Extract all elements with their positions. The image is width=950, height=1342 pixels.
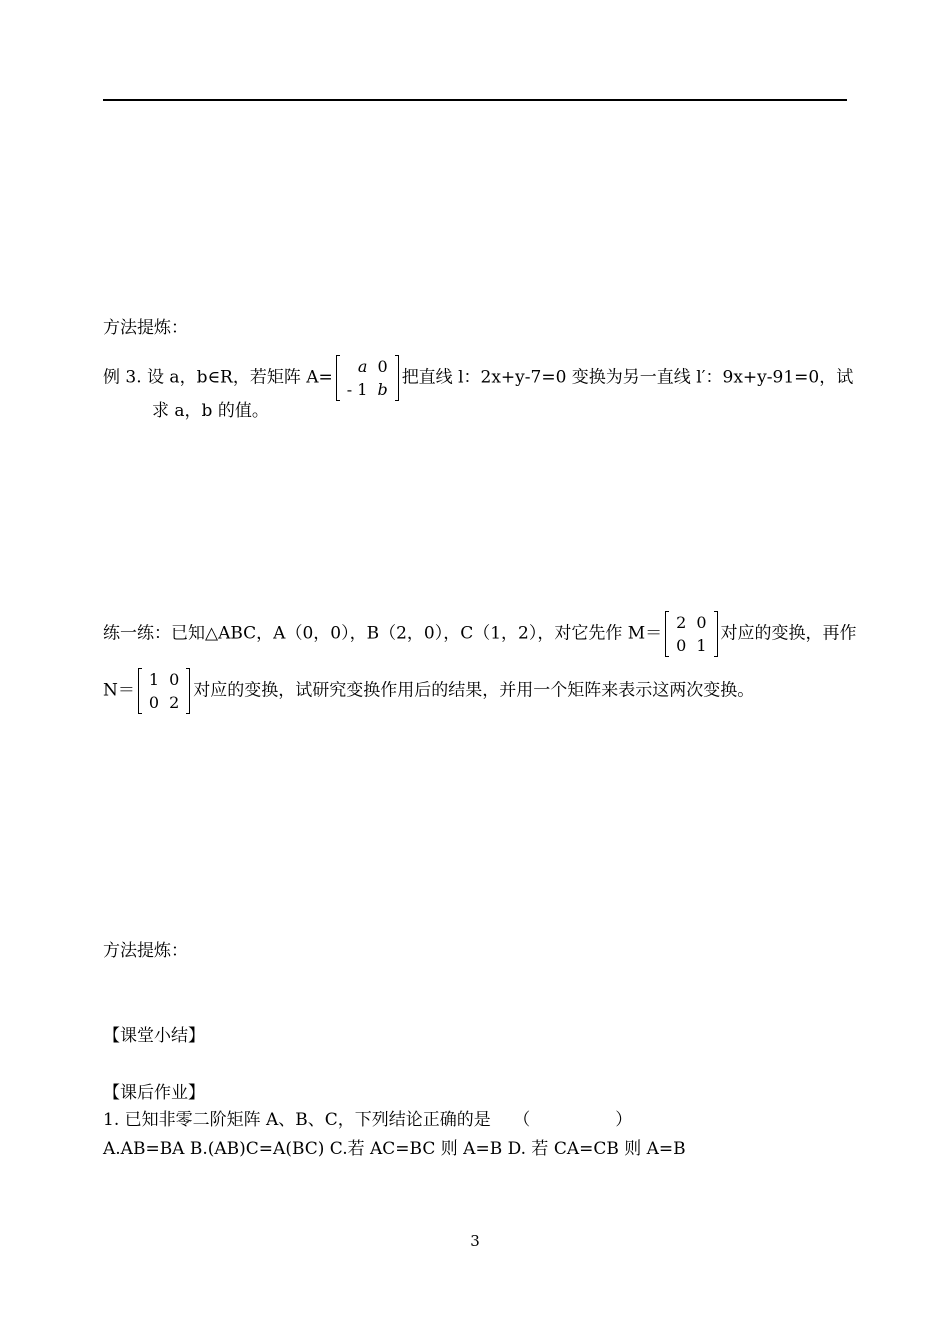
practice-n-prefix: N＝ [103,680,135,701]
matrix-a-r2c1: - 1 [346,380,368,399]
practice-line1 [103,611,857,657]
matrix-a [336,355,399,401]
homework-heading: 【课后作业】 [103,1083,205,1103]
example3-line1 [103,355,853,401]
page-number: 3 [470,1232,480,1250]
practice-after-n: 对应的变换，试研究变换作用后的结果，并用一个矩阵来表示这两次变换。 [193,680,755,701]
example3-intro: 例 3. 设 a，b∈R，若矩阵 A= [103,367,333,388]
matrix-n-r1c1: 1 [148,670,160,689]
matrix-a-r1c2: 0 [377,357,388,376]
matrix-a-r1c1: a [357,357,368,376]
matrix-m-r2c2: 1 [696,636,707,655]
matrix-a-r2c2: b [377,380,388,399]
example3-line2: 求 a，b 的值。 [152,401,269,421]
practice-after-m: 对应的变换，再作 [720,623,857,644]
homework-q1: 1. 已知非零二阶矩阵 A、B、C，下列结论正确的是 （ ） [103,1110,633,1130]
matrix-m [665,611,717,657]
matrix-m-r1c1: 2 [676,613,687,632]
homework-q1-options: A.AB=BA B.(AB)C=A(BC) C.若 AC=BC 则 A=B D. 若 CA=CB 则 A=B [103,1139,686,1159]
matrix-m-r2c1: 0 [676,636,687,655]
matrix-n-r2c1: 0 [148,693,160,712]
practice-line2 [103,668,754,714]
matrix-n-r1c2: 0 [169,670,180,689]
class-summary-heading: 【课堂小结】 [103,1026,205,1046]
method-summary-2: 方法提炼： [103,941,188,961]
example3-after-matrix: 把直线 l：2x+y-7=0 变换为另一直线 l′：9x+y-91=0，试 [401,367,854,388]
method-summary-1: 方法提炼： [103,318,188,338]
matrix-m-r1c2: 0 [696,613,707,632]
header-rule [103,99,847,101]
matrix-n-r2c2: 2 [169,693,180,712]
matrix-n [138,668,190,714]
practice-intro: 练一练：已知△ABC，A（0，0），B（2，0），C（1，2），对它先作 M＝ [103,623,663,644]
